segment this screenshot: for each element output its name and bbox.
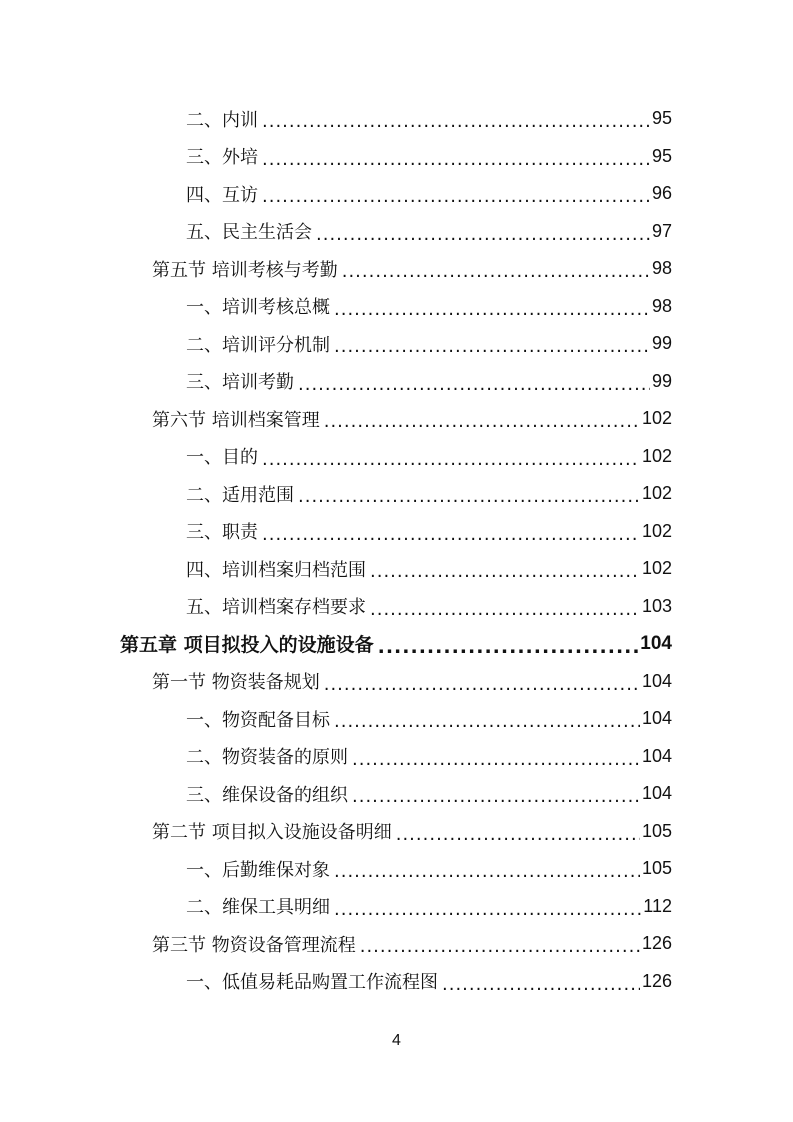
toc-entry-page: 102: [641, 483, 672, 504]
toc-entry-title: 第五节 培训考核与考勤: [152, 259, 338, 281]
toc-subsection-entry[interactable]: [0, 513, 793, 551]
toc-subsection-entry[interactable]: [0, 363, 793, 401]
toc-entry-page: 102: [641, 558, 672, 579]
toc-entry-page: 98: [651, 258, 672, 279]
toc-entry-title: 一、目的: [186, 447, 258, 469]
toc-entry-page: 104: [641, 708, 672, 729]
toc-entry-page: 126: [641, 933, 672, 954]
toc-entry-title: 三、维保设备的组织: [186, 784, 348, 806]
toc-entry-title: 二、适用范围: [186, 484, 294, 506]
page-number: 4: [392, 1032, 401, 1049]
toc-entry-page: 102: [641, 408, 672, 429]
toc-entry-page: 102: [641, 445, 672, 466]
toc-entry-page: 97: [651, 220, 672, 241]
toc-entry-title: 五、民主生活会: [186, 222, 312, 244]
toc-entry-title: 二、内训: [186, 109, 258, 131]
toc-subsection-entry[interactable]: [0, 213, 793, 251]
toc-section-entry[interactable]: [0, 813, 793, 851]
toc-entry-title: 四、培训档案归档范围: [186, 559, 366, 581]
dot-leader: [262, 111, 650, 132]
toc-entry-page: 126: [641, 970, 672, 991]
toc-entry-title: 第六节 培训档案管理: [152, 409, 320, 431]
dot-leader: [360, 936, 640, 957]
dot-leader: [334, 711, 640, 732]
toc-subsection-entry[interactable]: [0, 138, 793, 176]
toc-entry-page: 95: [651, 145, 672, 166]
toc-subsection-entry[interactable]: [0, 175, 793, 213]
toc-entry-title: 一、后勤维保对象: [186, 859, 330, 881]
dot-leader: [298, 486, 640, 507]
toc-entry-title: 一、低值易耗品购置工作流程图: [186, 972, 438, 994]
toc-section-entry[interactable]: [0, 925, 793, 963]
dot-leader: [324, 411, 640, 432]
toc-entry-title: 二、培训评分机制: [186, 334, 330, 356]
toc-subsection-entry[interactable]: [0, 550, 793, 588]
dot-leader: [352, 749, 640, 770]
toc-entry-title: 一、培训考核总概: [186, 297, 330, 319]
toc-entry-page: 104: [641, 783, 672, 804]
dot-leader: [370, 561, 640, 582]
toc-entry-title: 二、维保工具明细: [186, 897, 330, 919]
dot-leader: [262, 186, 650, 207]
dot-leader: [442, 974, 640, 995]
toc-subsection-entry[interactable]: [0, 588, 793, 626]
toc-entry-page: 104: [641, 670, 672, 691]
toc-subsection-entry[interactable]: [0, 438, 793, 476]
dot-leader: [316, 224, 650, 245]
toc-subsection-entry[interactable]: [0, 963, 793, 1001]
toc-subsection-entry[interactable]: [0, 775, 793, 813]
toc-subsection-entry[interactable]: [0, 325, 793, 363]
toc-subsection-entry[interactable]: [0, 888, 793, 926]
dot-leader: [262, 524, 640, 545]
dot-leader: [334, 336, 650, 357]
dot-leader: [298, 374, 650, 395]
dot-leader: [370, 599, 640, 620]
toc-entry-title: 三、职责: [186, 522, 258, 544]
toc-entry-title: 第二节 项目拟入设施设备明细: [152, 822, 392, 844]
dot-leader: [378, 636, 639, 658]
toc-entry-page: 103: [641, 595, 672, 616]
dot-leader: [342, 261, 650, 282]
dot-leader: [324, 674, 640, 695]
toc-subsection-entry[interactable]: [0, 475, 793, 513]
toc-entry-title: 三、培训考勤: [186, 372, 294, 394]
dot-leader: [262, 149, 650, 170]
toc-subsection-entry[interactable]: [0, 738, 793, 776]
toc-entry-page: 99: [651, 333, 672, 354]
toc-subsection-entry[interactable]: [0, 700, 793, 738]
toc-entry-page: 105: [641, 820, 672, 841]
toc-section-entry[interactable]: [0, 663, 793, 701]
toc-entry-page: 98: [651, 295, 672, 316]
toc-entry-title: 第三节 物资设备管理流程: [152, 934, 356, 956]
dot-leader: [334, 899, 641, 920]
toc-entry-page: 102: [641, 520, 672, 541]
toc-entry-title: 二、物资装备的原则: [186, 747, 348, 769]
toc-entry-title: 第一节 物资装备规划: [152, 672, 320, 694]
toc-entry-title: 四、互访: [186, 184, 258, 206]
toc-section-entry[interactable]: [0, 250, 793, 288]
toc-entry-title: 三、外培: [186, 147, 258, 169]
dot-leader: [262, 449, 640, 470]
toc-entry-page: 105: [641, 858, 672, 879]
toc-section-entry[interactable]: [0, 400, 793, 438]
dot-leader: [352, 786, 640, 807]
toc-entry-page: 96: [651, 183, 672, 204]
toc-entry-page: 99: [651, 370, 672, 391]
toc-entry-page: 104: [640, 632, 672, 654]
toc-entry-title: 第五章 项目拟投入的设施设备: [120, 634, 374, 657]
toc-subsection-entry[interactable]: [0, 850, 793, 888]
toc-entry-page: 112: [643, 895, 672, 916]
toc-subsection-entry[interactable]: [0, 288, 793, 326]
table-of-contents: [0, 100, 793, 1000]
toc-entry-page: 104: [641, 745, 672, 766]
toc-entry-title: 一、物资配备目标: [186, 709, 330, 731]
toc-entry-page: 95: [651, 108, 672, 129]
dot-leader: [396, 824, 640, 845]
toc-entry-title: 五、培训档案存档要求: [186, 597, 366, 619]
dot-leader: [334, 861, 640, 882]
toc-subsection-entry[interactable]: [0, 100, 793, 138]
dot-leader: [334, 299, 650, 320]
toc-chapter-entry[interactable]: [0, 625, 793, 663]
